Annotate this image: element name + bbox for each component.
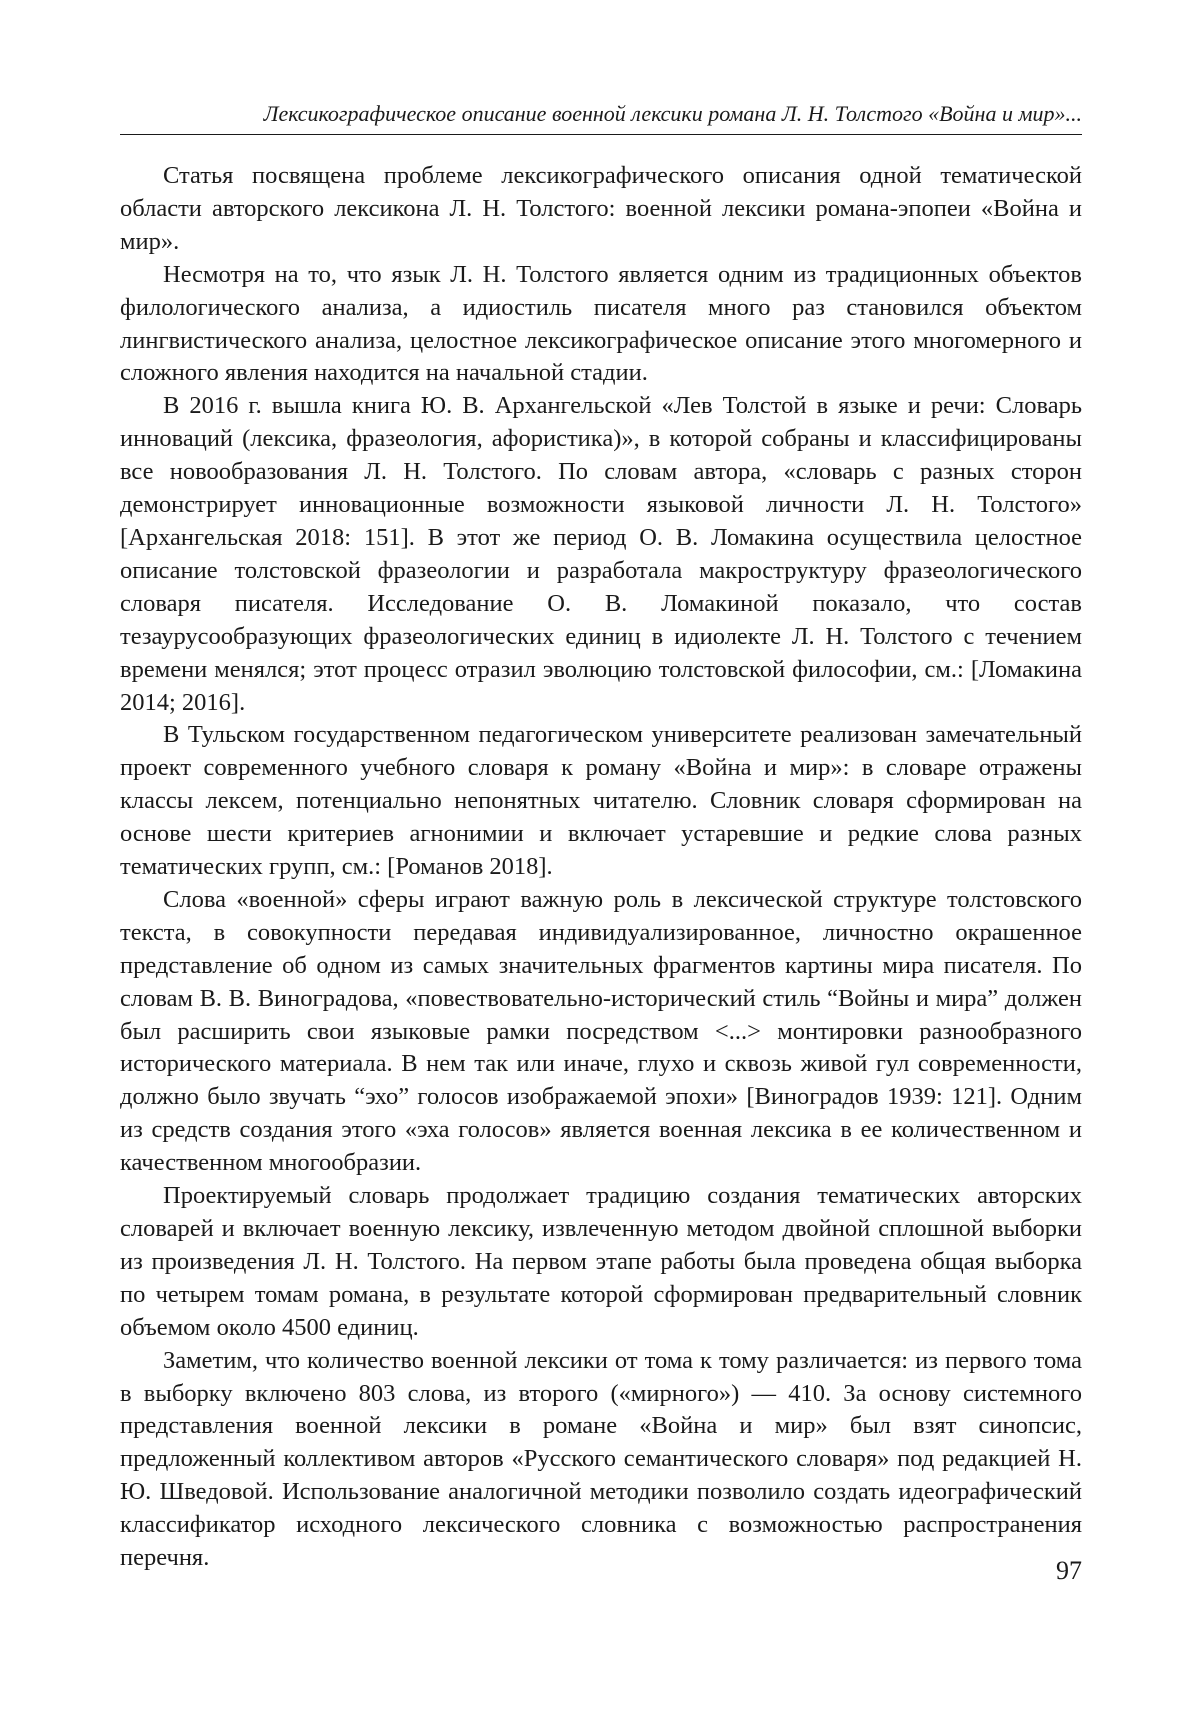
paragraph-5: Слова «военной» сферы играют важную роль в лексической структуре толстовского текста, в совокупности передавая индивидуализированное, личностно окрашенное представление об одном из самых значительных фрагментов картины мира писателя. По словам В. В. Виноградова, «повествовательно-исторический стиль “Войны и мира” должен был расширить свои языковые рамки посредством <...> монтировки разнообразного исторического материала. В нем так или иначе, глухо и сквозь живой гул современности, должно было звучать “эхо” голосов изображаемой эпохи» [Виноградов 1939: 121]. Одним из средств создания этого «эха голосов» является военная лексика в ее количественном и качественном многообразии. — [120, 885, 1082, 1177]
paragraph-4: В Тульском государственном педагогическом университете реализован замечательный проект современного учебного словаря к роману «Война и мир»: в словаре отражены классы лексем, потенциально непонятных читателю. Словник словаря сформирован на основе шести критериев агнонимии и включает устаревшие и редкие слова разных тематических групп, см.: [Романов 2018]. — [120, 721, 1082, 881]
header-rule — [120, 134, 1082, 135]
article-body — [120, 160, 1082, 1575]
page-number: 97 — [1056, 1556, 1082, 1585]
paragraph-2: Несмотря на то, что язык Л. Н. Толстого является одним из традиционных объектов филологического анализа, а идиостиль писателя много раз становился объектом лингвистического анализа, целостное лексикографическое описание этого многомерного и сложного явления находится на начальной стадии. — [120, 260, 1082, 387]
paragraph-1: Статья посвящена проблеме лексикографического описания одной тематической области авторского лексикона Л. Н. Толстого: военной лексики романа-эпопеи «Война и мир». — [120, 162, 1082, 255]
paragraph-6: Проектируемый словарь продолжает традицию создания тематических авторских словарей и включает военную лексику, извлеченную методом двойной сплошной выборки из произведения Л. Н. Толстого. На первом этапе работы была проведена общая выборка по четырем томам романа, в результате которой сформирован предварительный словник объемом около 4500 единиц. — [120, 1182, 1082, 1341]
paragraph-3: В 2016 г. вышла книга Ю. В. Архангельской «Лев Толстой в языке и речи: Словарь инноваций (лексика, фразеология, афористика)», в которой собраны и классифицированы все новообразования Л. Н. Толстого. По словам автора, «словарь с разных сторон демонстрирует инновационные возможности языковой личности Л. Н. Толстого» [Архангельская 2018: 151]. В этот же период О. В. Ломакина осуществила целостное описание толстовской фразеологии и разработала макроструктуру фразеологического словаря писателя. Исследование О. В. Ломакиной показало, что состав тезаурусообразующих фразеологических единиц в идиолекте Л. Н. Толстого с течением времени менялся; этот процесс отразил эволюцию толстовской философии, см.: [Ломакина 2014; 2016]. — [120, 392, 1082, 716]
running-title: Лексикографическое описание военной лексики романа Л. Н. Толстого «Война и мир»... — [263, 101, 1082, 126]
paragraph-7: Заметим, что количество военной лексики от тома к тому различается: из первого тома в выборку включено 803 слова, из второго («мирного») — 410. За основу системного представления военной лексики в романе «Война и мир» был взят синопсис, предложенный коллективом авторов «Русского семантического словаря» под редакцией Н. Ю. Шведовой. Использование аналогичной методики позволило создать идеографический классификатор исходного лексического словника с возможностью распространения перечня. — [120, 1346, 1082, 1572]
